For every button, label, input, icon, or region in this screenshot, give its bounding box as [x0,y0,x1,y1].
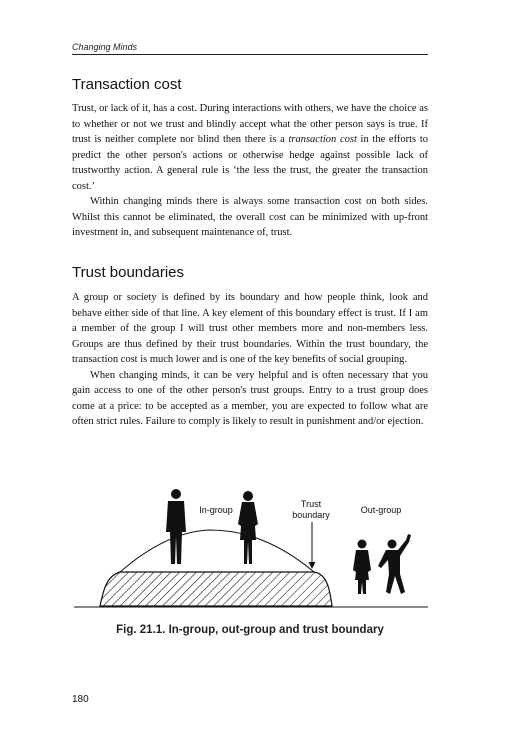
section-body-trust-boundaries [72,290,428,430]
paragraph: When changing minds, it can be very helpful and is often necessary that you gain access to one of the other person's trust groups. Entry to a trust group does come at a price: to be accepted as a member, you are expected to follow what are often strict rules. Failure to comply is likely to result in punishment and/or ejection. [72,369,428,427]
out-group-person-1 [353,540,371,595]
emphasis-term: transaction cost [288,134,357,145]
figure-trust-boundary [72,484,430,619]
trust-boundary-arc [120,530,314,572]
paragraph: A group or society is defined by its boundary and how people think, look and behave either side of that line. A key element of this boundary effect is trust. If I am a member of the group I will trust other members more and non-members less. Groups are thus defined by their trust boundaries. Within the trust boundary, the transaction cost is much lower and is one of the key benefits of social grouping. [72,292,428,365]
page-number: 180 [72,694,89,705]
out-group-person-2 [378,534,411,594]
label-in-group: In-group [199,505,233,515]
in-group-person-1 [166,489,186,564]
figure-caption: Fig. 21.1. In-group, out-group and trust boundary [116,624,384,636]
label-out-group: Out-group [360,505,402,515]
label-trust-boundary-line2: boundary [292,510,330,520]
in-group-mound [100,572,332,606]
paragraph-text: in the efforts to predict the other person's actions or otherwise hedge against possible lack of trustworthy action. A general rule is ‘the less the trust, the greater the transaction cost.’ [72,134,428,192]
paragraph [72,101,428,194]
header-rule [72,54,428,55]
label-trust-boundary-line1: Trust [300,499,322,509]
section-heading-transaction-cost: Transaction cost [72,76,182,93]
label-trust-boundary [286,499,336,521]
paragraph: Within changing minds there is always some transaction cost on both sides. Whilst this cannot be eliminated, the overall cost can be minimized with up-front investment in, and subsequent maintenance of, trust. [72,196,428,238]
in-group-person-2 [238,491,258,564]
paragraph-text: Trust, or lack of it, has a cost. During interactions with others, we have the choice as to whether or not we trust and blindly accept what the other person says is true. If trust is neither complete nor blind then there is a [72,103,428,145]
section-heading-trust-boundaries: Trust boundaries [72,264,185,281]
section-body-transaction-cost [72,101,428,241]
running-header: Changing Minds [72,42,138,52]
